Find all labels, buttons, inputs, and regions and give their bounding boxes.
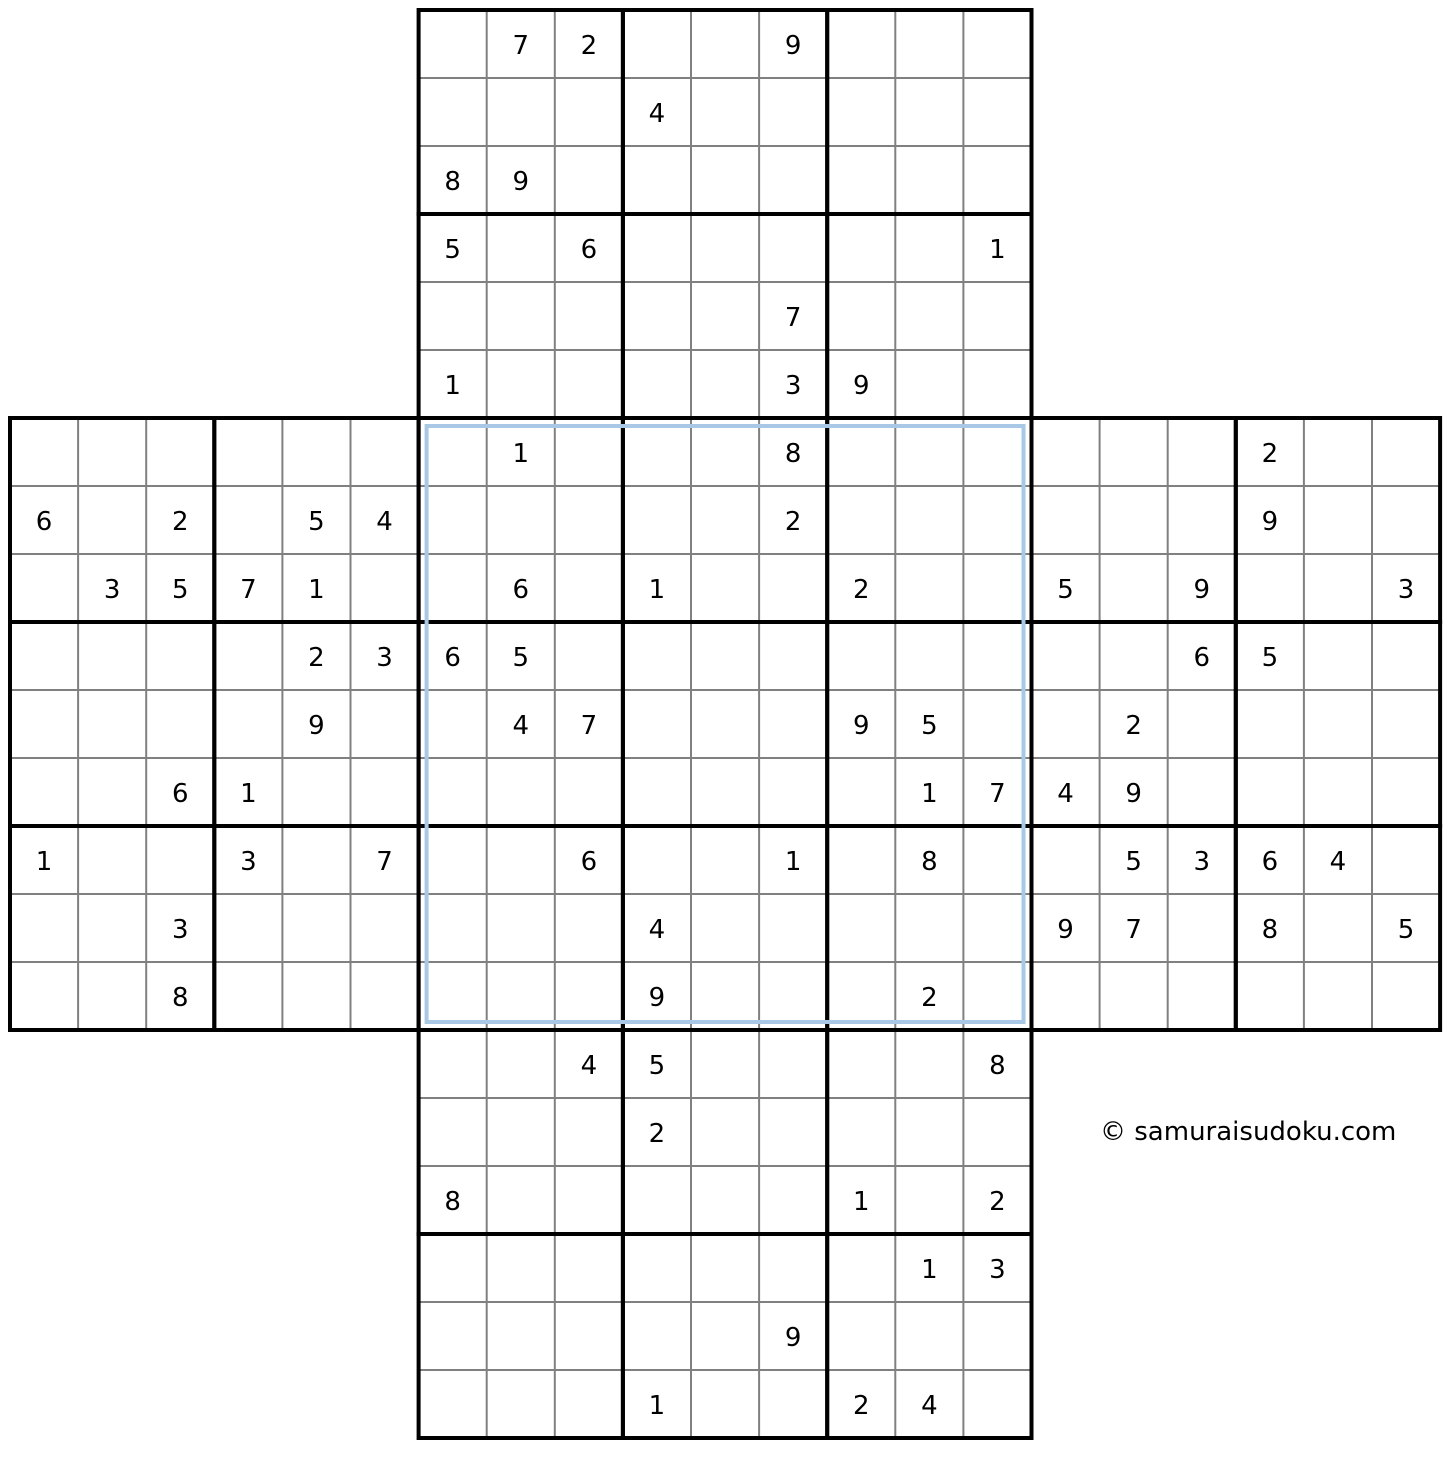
given-digit: 1 [512,439,530,469]
given-digit: 9 [308,711,325,741]
given-digit: 6 [1261,847,1279,877]
given-digit: 7 [989,779,1006,809]
given-digit: 2 [1261,439,1279,469]
given-digit: 3 [103,575,121,605]
given-digit: 5 [1057,575,1074,605]
thin-grid-lines [10,10,1440,1438]
given-digit: 9 [512,167,530,197]
given-digit: 1 [989,235,1006,265]
given-digit: 3 [240,847,257,877]
given-digit: 1 [240,779,257,809]
given-digit: 7 [580,711,598,741]
given-digit: 3 [376,643,393,673]
given-digit: 4 [648,915,666,945]
given-digit: 5 [308,507,325,537]
given-digit: 7 [512,31,530,61]
given-digit: 5 [1125,847,1142,877]
given-digit: 8 [1261,915,1279,945]
given-digit: 5 [171,575,189,605]
given-digit: 1 [444,371,461,401]
given-digit: 1 [35,847,53,877]
given-digit: 6 [35,507,53,537]
given-digit: 5 [1397,915,1415,945]
given-digit: 9 [1261,507,1279,537]
given-digit: 8 [989,1051,1006,1081]
given-digit: 8 [444,167,461,197]
given-digit: 4 [512,711,530,741]
given-digit: 9 [1125,779,1142,809]
given-digit: 4 [376,507,393,537]
given-digit: 6 [580,847,598,877]
given-digit: 9 [1193,575,1211,605]
given-digit: 7 [1125,915,1142,945]
block-6-2 [419,1234,623,1438]
given-digit: 9 [784,1323,802,1353]
given-digit: 6 [1193,643,1211,673]
given-digit: 7 [784,303,802,333]
given-digit: 7 [240,575,257,605]
given-digit: 5 [648,1051,666,1081]
given-digit: 7 [376,847,393,877]
given-digit: 1 [921,779,938,809]
given-digit: 8 [921,847,938,877]
given-digit: 4 [648,99,666,129]
block-borders [10,10,1440,1438]
given-digit: 3 [1193,847,1211,877]
given-digit: 9 [648,983,666,1013]
given-digit: 9 [852,711,870,741]
given-digit: 8 [784,439,802,469]
given-digit: 1 [784,847,802,877]
given-digit: 2 [580,31,598,61]
given-digit: 2 [921,983,938,1013]
given-digit: 5 [921,711,938,741]
given-digit: 2 [989,1187,1006,1217]
block-0-4 [827,10,1031,214]
given-digit: 6 [580,235,598,265]
given-digit: 9 [1057,915,1074,945]
given-digit: 2 [171,507,189,537]
given-digit: 6 [444,643,461,673]
given-digit: 4 [1057,779,1074,809]
given-digit: 4 [580,1051,598,1081]
given-digit: 2 [648,1119,666,1149]
given-digit: 2 [852,1391,870,1421]
given-digit: 9 [784,31,802,61]
given-digit: 1 [648,575,666,605]
cell-grid [36,31,1415,1421]
given-digit: 5 [444,235,461,265]
given-digit: 9 [852,371,870,401]
copyright-text: © samuraisudoku.com [1100,1117,1397,1147]
given-digit: 1 [648,1391,666,1421]
given-digit: 2 [784,507,802,537]
given-digit: 8 [444,1187,461,1217]
given-digit: 2 [308,643,325,673]
block-3-3 [623,622,827,826]
given-digit: 3 [784,371,802,401]
given-digit: 2 [852,575,870,605]
given-digit: 2 [1125,711,1142,741]
given-digit: 3 [1397,575,1415,605]
given-digit: 1 [921,1255,938,1285]
given-digit: 6 [512,575,530,605]
given-digit: 3 [989,1255,1006,1285]
given-digit: 1 [852,1187,870,1217]
given-digit: 1 [308,575,325,605]
given-digit: 4 [921,1391,938,1421]
given-digit: 3 [171,915,189,945]
given-digit: 5 [512,643,530,673]
given-digit: 6 [171,779,189,809]
given-digit: 5 [1261,643,1279,673]
given-digit: 4 [1329,847,1347,877]
given-digit: 8 [171,983,189,1013]
